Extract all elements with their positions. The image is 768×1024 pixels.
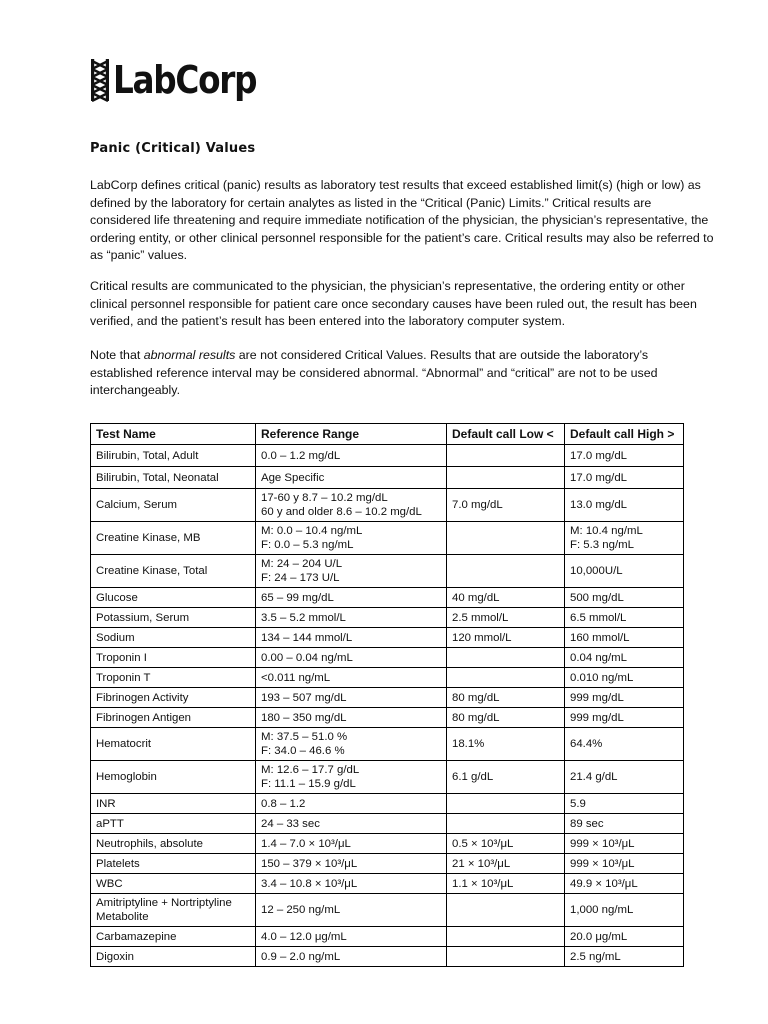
critical-values-table [90,423,684,967]
cell-text: Calcium, Serum [96,499,178,511]
table-row [91,588,684,608]
cell-text: Carbamazepine [96,930,177,943]
call-low-cell [447,688,565,708]
cell-text: 7.0 mg/dL [452,499,503,511]
cell-text: 0.8 – 1.2 [261,797,306,810]
cell-text: 0.0 – 1.2 mg/dL [261,449,341,462]
reference-range-cell [256,728,447,761]
table-row [91,834,684,854]
cell-text: 0.010 ng/mL [570,671,634,684]
reference-range-cell [256,668,447,688]
cell-text: 65 – 99 mg/dL [261,591,334,604]
call-low-cell [447,814,565,834]
table-row [91,708,684,728]
cell-text: 120 mmol/L [452,631,512,644]
table-row [91,874,684,894]
call-high-cell [565,814,684,834]
test-name-cell [91,854,256,874]
cell-text: Fibrinogen Activity [96,691,189,704]
cell-text: 5.9 [570,797,586,810]
table-row [91,728,684,761]
cell-text: 0.9 – 2.0 ng/mL [261,950,341,963]
call-high-cell [565,761,684,794]
test-name-cell [91,874,256,894]
call-high-cell [565,668,684,688]
cell-text: 500 mg/dL [570,591,624,604]
cell-text: Potassium, Serum [96,611,190,624]
reference-range-cell [256,947,447,967]
reference-range-cell [256,794,447,814]
call-high-cell [565,688,684,708]
cell-text: M: 0.0 – 10.4 ng/mL [261,525,363,537]
call-low-cell [447,728,565,761]
cell-text: 134 – 144 mmol/L [261,631,353,644]
cell-text: aPTT [96,817,124,830]
table-row [91,489,684,522]
call-low-cell [447,489,565,522]
header-reference-range: Reference Range [256,424,447,445]
call-low-cell [447,555,565,588]
cell-text: Creatine Kinase, MB [96,532,201,544]
cell-text: 193 – 507 mg/dL [261,691,347,704]
cell-text: 6.1 g/dL [452,771,494,783]
call-high-cell [565,628,684,648]
cell-text: Amitriptyline + Nortriptyline [96,897,232,909]
call-high-cell [565,894,684,927]
table-row [91,445,684,467]
reference-range-cell [256,467,447,489]
cell-text: 10,000U/L [570,565,623,577]
table-row [91,927,684,947]
cell-text: Glucose [96,591,138,604]
cell-text: 20.0 μg/mL [570,930,628,943]
table-row [91,522,684,555]
cell-text: INR [96,797,116,810]
reference-range-cell [256,445,447,467]
test-name-cell [91,522,256,555]
call-high-cell [565,794,684,814]
cell-text: 40 mg/dL [452,591,500,604]
test-name-cell [91,467,256,489]
reference-range-cell [256,489,447,522]
cell-text: 1.4 – 7.0 × 10³/μL [261,837,351,850]
cell-text: WBC [96,877,123,890]
reference-range-cell [256,588,447,608]
cell-text: Fibrinogen Antigen [96,711,191,724]
call-low-cell [447,668,565,688]
call-low-cell [447,588,565,608]
call-high-cell [565,467,684,489]
table-row [91,688,684,708]
cell-text: 999 × 10³/μL [570,857,635,870]
cell-text: 18.1% [452,738,485,750]
cell-text: 999 × 10³/μL [570,837,635,850]
test-name-cell [91,894,256,927]
cell-text: 180 – 350 mg/dL [261,711,347,724]
cell-text: 3.4 – 10.8 × 10³/μL [261,877,358,890]
cell-text: 2.5 mmol/L [452,611,509,624]
call-high-cell [565,834,684,854]
note-text-end: are not considered Critical Values. Results that are outside the laboratory’s established reference interval may be considered abnormal. “Abnormal” and “critical” are not to be used interchangeably. [90,348,658,397]
cell-text: 1,000 ng/mL [570,904,634,916]
test-name-cell [91,628,256,648]
test-name-cell [91,708,256,728]
call-high-cell [565,947,684,967]
paragraph-note [90,347,714,400]
cell-text: F: 34.0 – 46.6 % [261,745,345,757]
cell-text: 64.4% [570,738,603,750]
reference-range-cell [256,761,447,794]
call-high-cell [565,588,684,608]
cell-text: Bilirubin, Total, Adult [96,449,199,462]
cell-text: 80 mg/dL [452,711,500,724]
call-low-cell [447,522,565,555]
call-low-cell [447,761,565,794]
labcorp-logo [90,57,280,103]
header-call-low: Default call Low < [447,424,565,445]
cell-text: Platelets [96,857,140,870]
test-name-cell [91,668,256,688]
table-row [91,814,684,834]
test-name-cell [91,588,256,608]
call-high-cell [565,445,684,467]
call-high-cell [565,608,684,628]
call-low-cell [447,834,565,854]
cell-text: M: 37.5 – 51.0 % [261,731,348,743]
table-row [91,947,684,967]
cell-text: Troponin T [96,671,151,684]
reference-range-cell [256,522,447,555]
paragraph-definition: LabCorp defines critical (panic) results as laboratory test results that exceed established limit(s) (high or low) as defined by the laboratory for certain analytes as listed in the “Critical (Panic) Limits.” Critical results are considered life threatening and require immediate notification of the physician, the physician’s representative, the ordering entity, or other clinical personnel responsible for the patient’s care. Critical results may also be referred to as “panic” values. [90,178,714,262]
cell-text: F: 24 – 173 U/L [261,572,340,584]
call-low-cell [447,608,565,628]
test-name-cell [91,794,256,814]
cell-text: 21 × 10³/μL [452,857,511,870]
table-row [91,794,684,814]
reference-range-cell [256,834,447,854]
test-name-cell [91,445,256,467]
call-low-cell [447,708,565,728]
reference-range-cell [256,608,447,628]
table-row [91,648,684,668]
cell-text: 13.0 mg/dL [570,499,627,511]
logo-wordmark: LabCorp [113,58,257,102]
table-body [91,445,684,967]
call-low-cell [447,445,565,467]
call-high-cell [565,728,684,761]
cell-text: Hematocrit [96,738,152,750]
reference-range-cell [256,927,447,947]
call-high-cell [565,522,684,555]
cell-text: Troponin I [96,651,147,664]
table-row [91,854,684,874]
cell-text: <0.011 ng/mL [261,671,331,684]
cell-text: Hemoglobin [96,771,157,783]
cell-text: 60 y and older 8.6 – 10.2 mg/dL [261,506,422,518]
reference-range-cell [256,874,447,894]
cell-text: F: 11.1 – 15.9 g/dL [261,778,356,790]
call-low-cell [447,894,565,927]
cell-text: 4.0 – 12.0 μg/mL [261,930,347,943]
cell-text: Sodium [96,631,135,644]
call-low-cell [447,854,565,874]
cell-text: M: 12.6 – 17.7 g/dL [261,764,360,776]
test-name-cell [91,814,256,834]
test-name-cell [91,834,256,854]
call-high-cell [565,555,684,588]
call-low-cell [447,628,565,648]
call-low-cell [447,467,565,489]
call-low-cell [447,874,565,894]
cell-text: 0.00 – 0.04 ng/mL [261,651,353,664]
cell-text: Digoxin [96,950,134,963]
cell-text: 2.5 ng/mL [570,950,621,963]
cell-text: 0.04 ng/mL [570,651,627,664]
reference-range-cell [256,688,447,708]
cell-text: 3.5 – 5.2 mmol/L [261,611,346,624]
reference-range-cell [256,555,447,588]
cell-text: 150 – 379 × 10³/μL [261,857,358,870]
cell-text: 6.5 mmol/L [570,611,627,624]
call-high-cell [565,489,684,522]
test-name-cell [91,608,256,628]
call-high-cell [565,708,684,728]
reference-range-cell [256,708,447,728]
cell-text: 17.0 mg/dL [570,471,627,484]
cell-text: 24 – 33 sec [261,817,320,830]
cell-text: 999 mg/dL [570,691,624,704]
dna-helix-icon [90,58,110,102]
page-title: Panic (Critical) Values [90,141,256,156]
cell-text: 49.9 × 10³/μL [570,877,638,890]
cell-text: 999 mg/dL [570,711,624,724]
cell-text: 160 mmol/L [570,631,630,644]
cell-text: F: 0.0 – 5.3 ng/mL [261,539,354,551]
cell-text: 89 sec [570,817,604,830]
table-row [91,608,684,628]
cell-text: M: 24 – 204 U/L [261,558,343,570]
paragraph-communication: Critical results are communicated to the physician, the physician’s representative, the ordering entity or other clinical personnel responsible for patient care once secondary causes have been ruled out, the result has been verified, and the patient’s result has been entered into the laboratory computer system. [90,279,697,328]
table-row [91,467,684,489]
reference-range-cell [256,894,447,927]
cell-text: Age Specific [261,471,325,484]
test-name-cell [91,947,256,967]
cell-text: Metabolite [96,911,149,923]
table-row [91,555,684,588]
test-name-cell [91,927,256,947]
table-row [91,668,684,688]
call-low-cell [447,794,565,814]
cell-text: 17.0 mg/dL [570,449,627,462]
call-high-cell [565,854,684,874]
header-test-name: Test Name [91,424,256,445]
note-emphasis: abnormal results [143,348,236,362]
cell-text: 1.1 × 10³/μL [452,877,514,890]
reference-range-cell [256,814,447,834]
cell-text: Neutrophils, absolute [96,837,204,850]
cell-text: F: 5.3 ng/mL [570,539,634,551]
header-call-high: Default call High > [565,424,684,445]
cell-text: 21.4 g/dL [570,771,618,783]
test-name-cell [91,555,256,588]
test-name-cell [91,728,256,761]
cell-text: 17-60 y 8.7 – 10.2 mg/dL [261,492,388,504]
reference-range-cell [256,854,447,874]
cell-text: 0.5 × 10³/μL [452,837,514,850]
cell-text: Creatine Kinase, Total [96,565,208,577]
table-row [91,628,684,648]
call-low-cell [447,947,565,967]
test-name-cell [91,489,256,522]
call-low-cell [447,648,565,668]
note-text-start: Note that [90,348,144,362]
cell-text: 80 mg/dL [452,691,500,704]
call-low-cell [447,927,565,947]
table-header-row [91,424,684,445]
call-high-cell [565,874,684,894]
test-name-cell [91,688,256,708]
test-name-cell [91,648,256,668]
cell-text: 12 – 250 ng/mL [261,904,341,916]
cell-text: M: 10.4 ng/mL [570,525,643,537]
reference-range-cell [256,628,447,648]
call-high-cell [565,648,684,668]
call-high-cell [565,927,684,947]
table-row [91,894,684,927]
cell-text: Bilirubin, Total, Neonatal [96,471,219,484]
reference-range-cell [256,648,447,668]
test-name-cell [91,761,256,794]
table-row [91,761,684,794]
